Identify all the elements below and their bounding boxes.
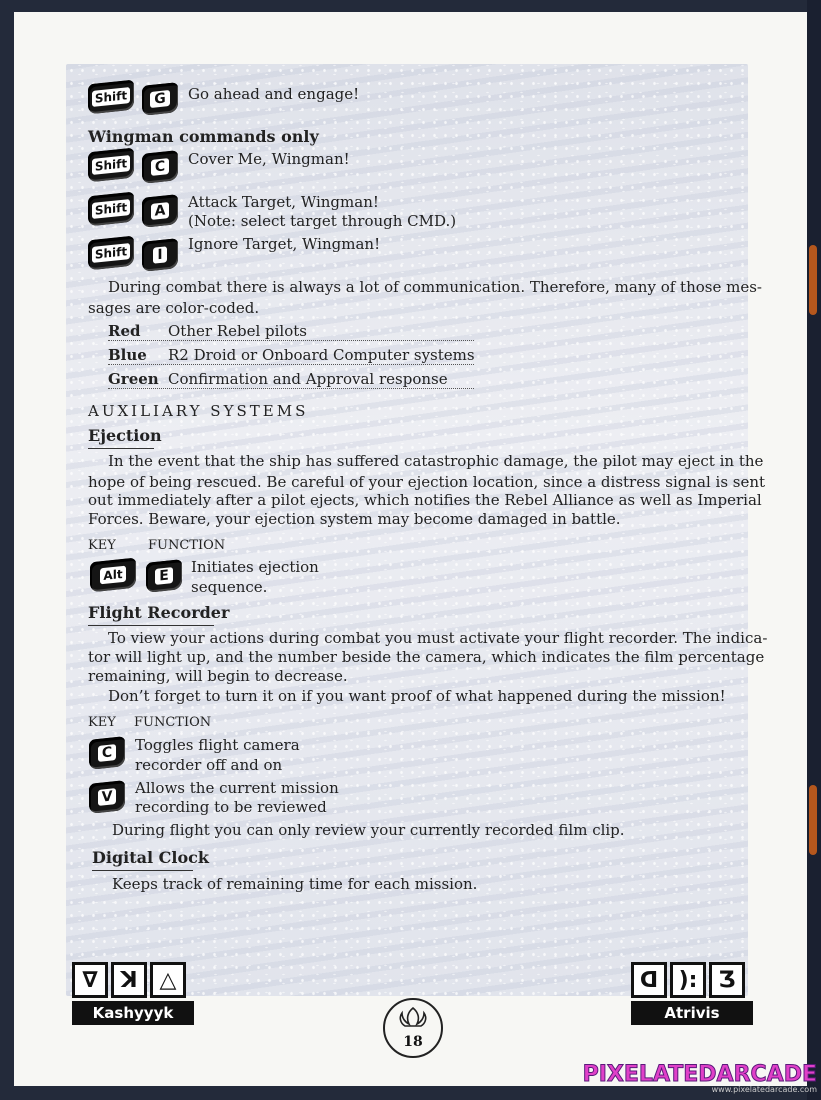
body-text: sages are color-coded. bbox=[88, 299, 260, 317]
i-key-icon: I bbox=[142, 238, 178, 272]
body-text: To view your actions during combat you must activate your flight recorder. The indica- bbox=[108, 629, 768, 647]
key-description: Allows the current mission bbox=[135, 779, 339, 797]
section-heading: AUXILIARY SYSTEMS bbox=[88, 402, 309, 420]
aurebesh-glyph-icon: Ӡ bbox=[709, 962, 745, 998]
key-column-label: KEY bbox=[88, 715, 116, 730]
e-key-icon: E bbox=[146, 559, 182, 593]
key-description: recorder off and on bbox=[135, 756, 283, 774]
color-name-blue: Blue bbox=[108, 346, 147, 364]
key-description: Initiates ejection bbox=[191, 558, 319, 576]
key-note: (Note: select target through CMD.) bbox=[188, 212, 457, 230]
dotted-divider bbox=[108, 364, 474, 365]
c-key-icon: C bbox=[89, 736, 125, 770]
aurebesh-glyph-icon: ∇ bbox=[72, 962, 108, 998]
body-text: In the event that the ship has suffered catastrophic damage, the pilot may eject in the bbox=[108, 452, 764, 470]
color-desc: Other Rebel pilots bbox=[168, 322, 307, 340]
flight-recorder-title: Flight Recorder bbox=[88, 603, 230, 622]
page-number-badge bbox=[383, 998, 443, 1058]
page-number: 18 bbox=[403, 1034, 423, 1050]
title-underline bbox=[92, 870, 193, 871]
shift-key-icon: Shift bbox=[88, 80, 134, 115]
body-text: out immediately after a pilot ejects, which notifies the Rebel Alliance as well as Imperial bbox=[88, 491, 762, 509]
c-key-icon: C bbox=[142, 150, 178, 184]
v-key-icon: V bbox=[89, 780, 125, 814]
planet-name: Kashyyyk bbox=[72, 1001, 194, 1025]
aurebesh-glyph-icon: ꓘ bbox=[111, 962, 147, 998]
shift-key-icon: Shift bbox=[88, 192, 134, 227]
body-text: tor will light up, and the number beside the camera, which indicates the film percentage bbox=[88, 648, 765, 666]
watermark bbox=[583, 1062, 817, 1094]
alt-key-icon: Alt bbox=[90, 558, 136, 593]
aurebesh-glyph-icon: ᗡ bbox=[631, 962, 667, 998]
function-column-label: FUNCTION bbox=[134, 715, 212, 730]
key-description: Cover Me, Wingman! bbox=[188, 150, 350, 168]
watermark-url: www.pixelatedarcade.com bbox=[711, 1085, 817, 1094]
body-text: Keeps track of remaining time for each mission. bbox=[112, 875, 478, 893]
a-key-icon: A bbox=[142, 194, 178, 228]
color-name-red: Red bbox=[108, 322, 141, 340]
key-description: sequence. bbox=[191, 578, 268, 596]
key-description: Attack Target, Wingman! bbox=[188, 193, 379, 211]
digital-clock-title: Digital Clock bbox=[92, 848, 209, 867]
key-description: Go ahead and engage! bbox=[188, 85, 360, 103]
function-column-label: FUNCTION bbox=[148, 538, 226, 553]
g-key-icon: G bbox=[142, 82, 178, 116]
key-description: Toggles flight camera bbox=[135, 736, 300, 754]
planet-name: Atrivis bbox=[631, 1001, 753, 1025]
body-text: Forces. Beware, your ejection system may become damaged in battle. bbox=[88, 510, 621, 528]
watermark-name: PIXELATEDARCADE bbox=[582, 1062, 817, 1087]
aurebesh-glyph-icon: △ bbox=[150, 962, 186, 998]
binding-edge bbox=[807, 0, 821, 1100]
body-text: During flight you can only review your currently recorded film clip. bbox=[112, 821, 625, 839]
shift-key-icon: Shift bbox=[88, 236, 134, 271]
dotted-divider bbox=[108, 388, 474, 389]
rust-stain bbox=[809, 785, 817, 855]
atrivis-logo bbox=[631, 962, 753, 1025]
dotted-divider bbox=[108, 340, 474, 341]
body-text: hope of being rescued. Be careful of your ejection location, since a distress signal is sent bbox=[88, 473, 766, 491]
color-desc: R2 Droid or Onboard Computer systems bbox=[168, 346, 475, 364]
rust-stain bbox=[809, 245, 817, 315]
key-column-label: KEY bbox=[88, 538, 116, 553]
rebel-alliance-icon bbox=[396, 1006, 430, 1028]
ejection-title: Ejection bbox=[88, 426, 162, 445]
shift-key-icon: Shift bbox=[88, 148, 134, 183]
key-description: Ignore Target, Wingman! bbox=[188, 235, 381, 253]
body-text: During combat there is always a lot of communication. Therefore, many of those mes- bbox=[108, 278, 762, 296]
kashyyyk-logo bbox=[72, 962, 194, 1025]
body-text: remaining, will begin to decrease. bbox=[88, 667, 348, 685]
body-text: Don’t forget to turn it on if you want proof of what happened during the mission! bbox=[108, 687, 726, 705]
color-desc: Confirmation and Approval response bbox=[168, 370, 448, 388]
color-name-green: Green bbox=[108, 370, 159, 388]
title-underline bbox=[88, 448, 154, 449]
aurebesh-glyph-icon: ): bbox=[670, 962, 706, 998]
wingman-heading: Wingman commands only bbox=[88, 127, 319, 146]
key-description: recording to be reviewed bbox=[135, 798, 327, 816]
title-underline bbox=[88, 625, 214, 626]
